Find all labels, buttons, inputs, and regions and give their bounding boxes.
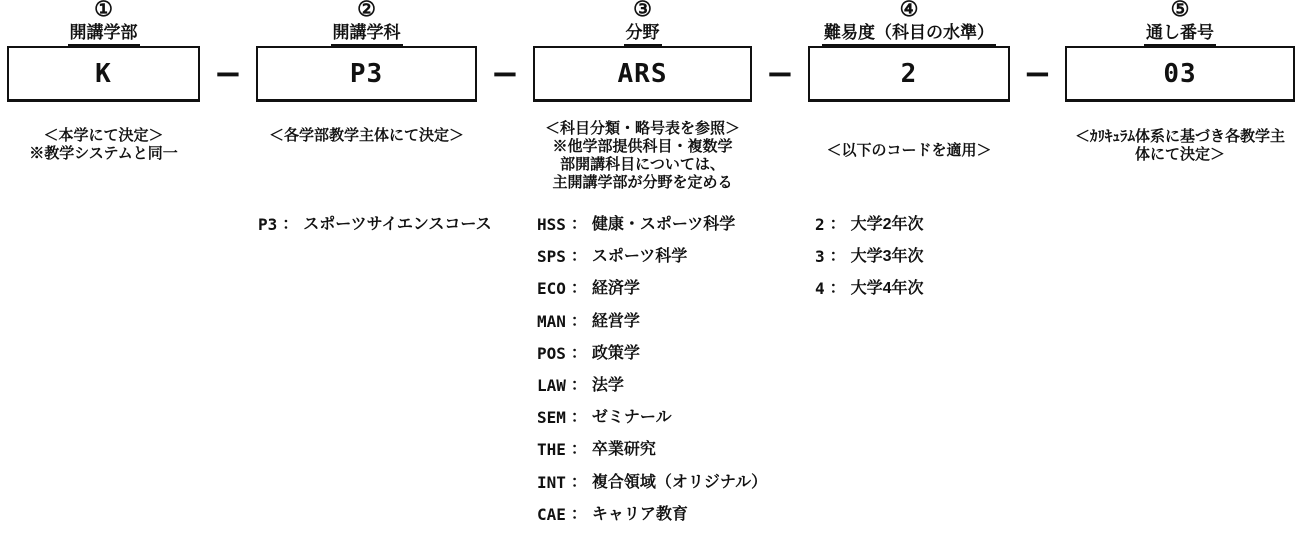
option-label: キャリア教育 — [591, 505, 688, 523]
field-note-serial — [1055, 128, 1300, 164]
option-label: 大学2年次 — [850, 216, 924, 233]
option-colon: ： — [282, 216, 299, 233]
code-box-level — [808, 46, 1010, 102]
note-line: 主開講学部が分野を定める — [552, 174, 733, 191]
option-code: THE — [537, 440, 566, 460]
option-code: ECO — [537, 279, 566, 299]
option-colon: ： — [570, 248, 587, 266]
option-colon: ： — [570, 441, 587, 459]
dash-separator — [477, 46, 533, 102]
code-box-discipline — [533, 46, 752, 102]
option-colon: ： — [570, 280, 587, 298]
field-title-serial — [1065, 22, 1295, 46]
option-code: POS — [537, 343, 566, 363]
note-line: ＜本学にて決定＞ — [43, 127, 164, 144]
dash-glyph: − — [1023, 54, 1052, 94]
option-colon: ： — [829, 216, 846, 233]
field-column-faculty — [7, 0, 200, 536]
option-label: 健康・スポーツ科学 — [591, 216, 736, 233]
option-code: MAN — [537, 311, 566, 331]
code-value-department: P3 — [349, 58, 384, 89]
note-line: ※他学部提供科目・複数学 — [552, 138, 733, 155]
option-colon: ： — [570, 376, 587, 394]
code-box-faculty — [7, 46, 200, 102]
circled-number-4: ④ — [899, 0, 919, 21]
option-colon: ： — [570, 344, 587, 362]
field-column-level — [808, 0, 1010, 536]
option-row — [537, 248, 752, 280]
option-code: INT — [537, 472, 566, 492]
field-title-text: 開講学科 — [331, 22, 403, 46]
option-label: 複合領域（オリジナル） — [591, 473, 768, 491]
field-title-faculty — [7, 22, 200, 46]
option-row — [537, 472, 768, 506]
field-column-department — [256, 0, 492, 536]
option-row — [537, 313, 752, 345]
field-title-discipline — [533, 22, 752, 46]
field-column-serial — [1065, 0, 1295, 536]
option-label: 経営学 — [591, 312, 640, 330]
note-line: 体にて決定＞ — [1134, 146, 1225, 163]
field-note-discipline — [525, 120, 760, 192]
option-code: CAE — [537, 504, 566, 524]
option-label: 卒業研究 — [591, 441, 656, 459]
option-colon: ： — [570, 216, 587, 233]
note-line: ＜以下のコードを適用＞ — [826, 142, 992, 159]
field-note-department — [242, 127, 491, 145]
code-value-serial: 03 — [1163, 58, 1197, 89]
field-title-text: 開講学部 — [68, 22, 140, 46]
option-row — [815, 248, 1010, 280]
option-colon: ： — [570, 312, 587, 330]
note-line: ＜ｶﾘｷｭﾗﾑ体系に基づき各教学主 — [1074, 128, 1285, 145]
dash-separator — [752, 46, 808, 102]
option-row — [537, 377, 752, 409]
option-label: 経済学 — [591, 280, 640, 298]
code-value-discipline: ARS — [617, 58, 668, 89]
option-colon: ： — [829, 280, 846, 298]
option-code: SPS — [537, 247, 566, 267]
note-line: 部開講科目については、 — [560, 156, 725, 173]
option-label: 大学3年次 — [850, 248, 924, 266]
circled-number-5: ⑤ — [1170, 0, 1190, 21]
option-code: 3 — [815, 247, 825, 267]
note-line: ※教学システムと同一 — [29, 145, 178, 162]
option-row — [537, 409, 752, 441]
option-row — [815, 216, 1010, 248]
option-list-department — [258, 215, 492, 248]
field-title-department — [256, 22, 477, 46]
note-line: ＜科目分類・略号表を参照＞ — [544, 120, 740, 137]
code-box-serial — [1065, 46, 1295, 102]
option-row — [537, 506, 752, 536]
field-title-text: 難易度（科目の水準） — [822, 22, 996, 46]
note-line: ＜各学部教学主体にて決定＞ — [268, 127, 464, 144]
option-label: スポーツ科学 — [591, 248, 688, 266]
option-code: SEM — [537, 408, 566, 428]
option-code: HSS — [537, 215, 566, 234]
option-row — [258, 215, 492, 248]
circled-number-3: ③ — [633, 0, 652, 21]
option-row — [537, 441, 752, 473]
dash-separator — [1010, 46, 1065, 102]
option-label: 大学4年次 — [850, 280, 924, 298]
field-column-discipline — [533, 0, 768, 536]
option-label: ゼミナール — [591, 409, 672, 427]
circled-number-1: ① — [94, 0, 113, 21]
option-row — [815, 280, 1010, 312]
option-label: 法学 — [591, 376, 624, 394]
option-row — [537, 345, 752, 377]
option-list-level — [815, 216, 1010, 313]
field-title-text: 分野 — [624, 22, 662, 46]
code-value-faculty: K — [95, 58, 112, 89]
option-row — [537, 216, 752, 248]
field-title-level — [808, 22, 1010, 46]
option-code: 2 — [815, 215, 825, 234]
option-code: LAW — [537, 375, 566, 395]
option-code: P3 — [258, 215, 278, 234]
option-row — [537, 280, 752, 312]
dash-glyph: − — [490, 54, 520, 94]
option-code: 4 — [815, 279, 825, 299]
option-colon: ： — [570, 505, 587, 523]
dash-glyph: − — [765, 54, 795, 94]
code-box-department — [256, 46, 477, 102]
code-value-level: 2 — [900, 58, 918, 89]
option-label: 政策学 — [591, 344, 640, 362]
option-colon: ： — [570, 473, 587, 491]
dash-glyph: − — [213, 54, 243, 94]
field-note-level — [794, 142, 1024, 160]
field-title-text: 通し番号 — [1144, 22, 1216, 46]
option-list-discipline — [537, 215, 768, 536]
option-label: スポーツサイエンスコース — [303, 216, 492, 233]
option-colon: ： — [829, 248, 846, 266]
dash-separator — [200, 46, 256, 102]
option-colon: ： — [570, 409, 587, 427]
circled-number-2: ② — [357, 0, 376, 21]
field-note-faculty — [0, 127, 214, 163]
